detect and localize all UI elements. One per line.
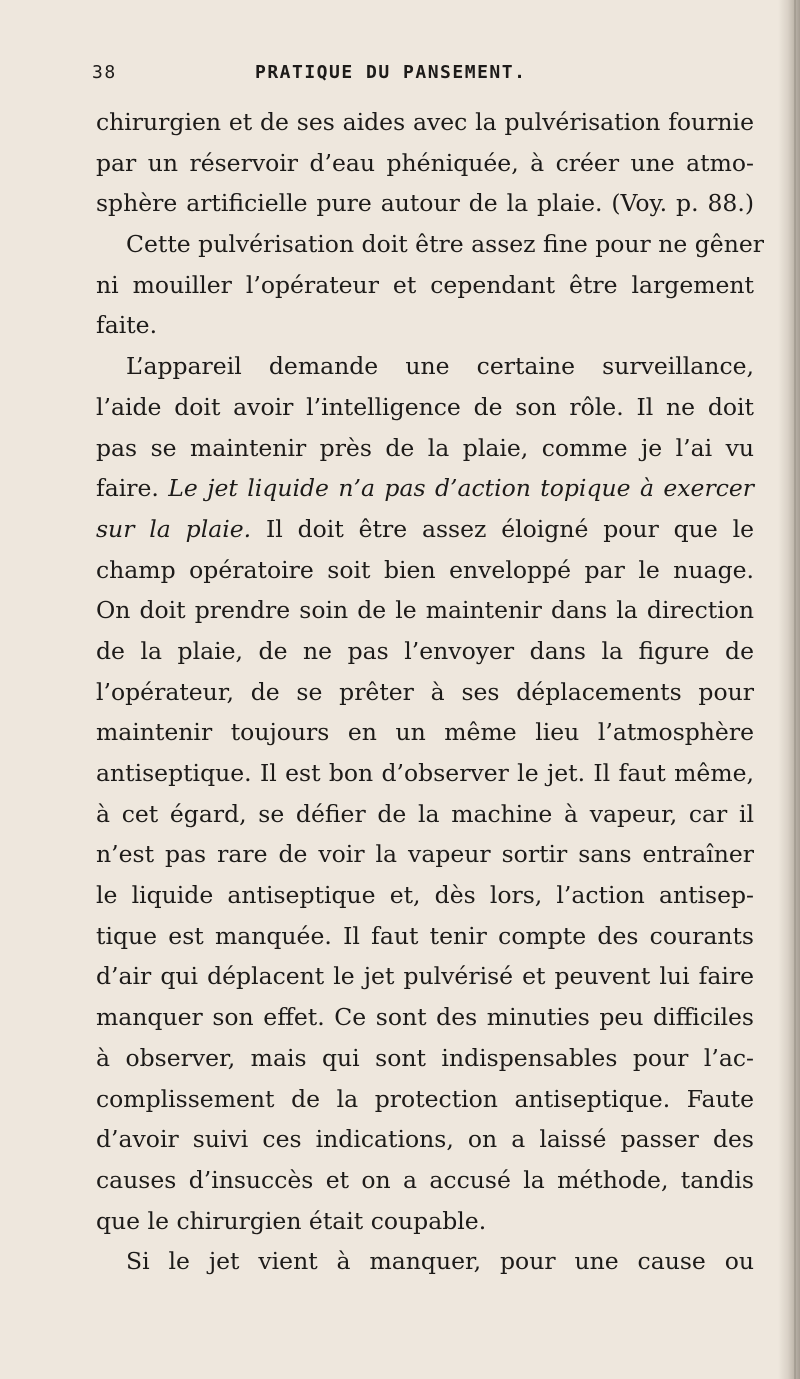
text-line: à cet égard, se défier de la machine à vapeur, car il — [96, 799, 754, 828]
paragraph-start-line: L’appareil demande une certaine surveillance, — [126, 352, 754, 381]
text-line: champ opératoire soit bien enveloppé par le nuage. — [96, 555, 754, 584]
text-line: d’air qui déplacent le jet pulvérisé et peuvent lui faire — [96, 962, 754, 991]
text-line: complissement de la protection antiseptique. Faute — [96, 1084, 754, 1113]
paragraph-end-line: que le chirurgien était coupable. — [96, 1206, 487, 1235]
text-line: par un réservoir d’eau phéniquée, à créer une atmo- — [96, 148, 754, 177]
text-line: chirurgien et de ses aides avec la pulvérisation fournie — [96, 108, 754, 136]
page-header — [92, 62, 752, 88]
paragraph-start-line: Si le jet vient à manquer, pour une cause ou — [126, 1247, 754, 1276]
running-head: PRATIQUE DU PANSEMENT. — [255, 62, 527, 83]
page-edge — [794, 0, 796, 1379]
text-line: causes d’insuccès et on a accusé la méthode, tandis — [96, 1165, 754, 1194]
text-line: l’opérateur, de se prêter à ses déplacements pour — [96, 677, 754, 706]
text-line: On doit prendre soin de le maintenir dans la direction — [96, 596, 754, 625]
text-line: d’avoir suivi ces indications, on a laissé passer des — [96, 1125, 754, 1154]
text-line: à observer, mais qui sont indispensables pour l’ac- — [96, 1043, 754, 1072]
text-line — [96, 509, 754, 550]
page-number: 38 — [92, 62, 117, 83]
paragraph-end-line: faite. — [96, 311, 158, 340]
text-line: de la plaie, de ne pas l’envoyer dans la figure de — [96, 636, 754, 665]
text-line — [96, 468, 754, 509]
plain-text: Il doit être assez éloigné pour que le — [251, 514, 754, 543]
text-line: maintenir toujours en un même lieu l’atmosphère — [96, 718, 754, 747]
paragraph-start-line: Cette pulvérisation doit être assez fine pour ne gêner — [126, 230, 764, 259]
page-edge-shadow — [778, 0, 800, 1379]
text-line: manquer son effet. Ce sont des minuties peu difficiles — [96, 1003, 754, 1032]
body-text — [96, 102, 764, 1282]
italic-text: sur la plaie. — [96, 514, 252, 543]
text-line: pas se maintenir près de la plaie, comme je l’ai vu — [96, 433, 754, 462]
text-line: le liquide antiseptique et, dès lors, l’action antisep- — [96, 881, 754, 910]
text-line: antiseptique. Il est bon d’observer le jet. Il faut même, — [96, 759, 754, 787]
text-line: tique est manquée. Il faut tenir compte des courants — [96, 921, 754, 950]
text-line: sphère artificielle pure autour de la plaie. (Voy. p. 88.) — [96, 189, 754, 218]
text-line: ni mouiller l’opérateur et cependant être largement — [96, 270, 754, 299]
italic-text: Le jet liquide n’a pas d’action topique à exercer — [168, 474, 754, 503]
text-line: n’est pas rare de voir la vapeur sortir sans entraîner — [96, 840, 754, 869]
text-line: l’aide doit avoir l’intelligence de son rôle. Il ne doit — [96, 392, 754, 421]
plain-text: faire. — [96, 474, 169, 503]
